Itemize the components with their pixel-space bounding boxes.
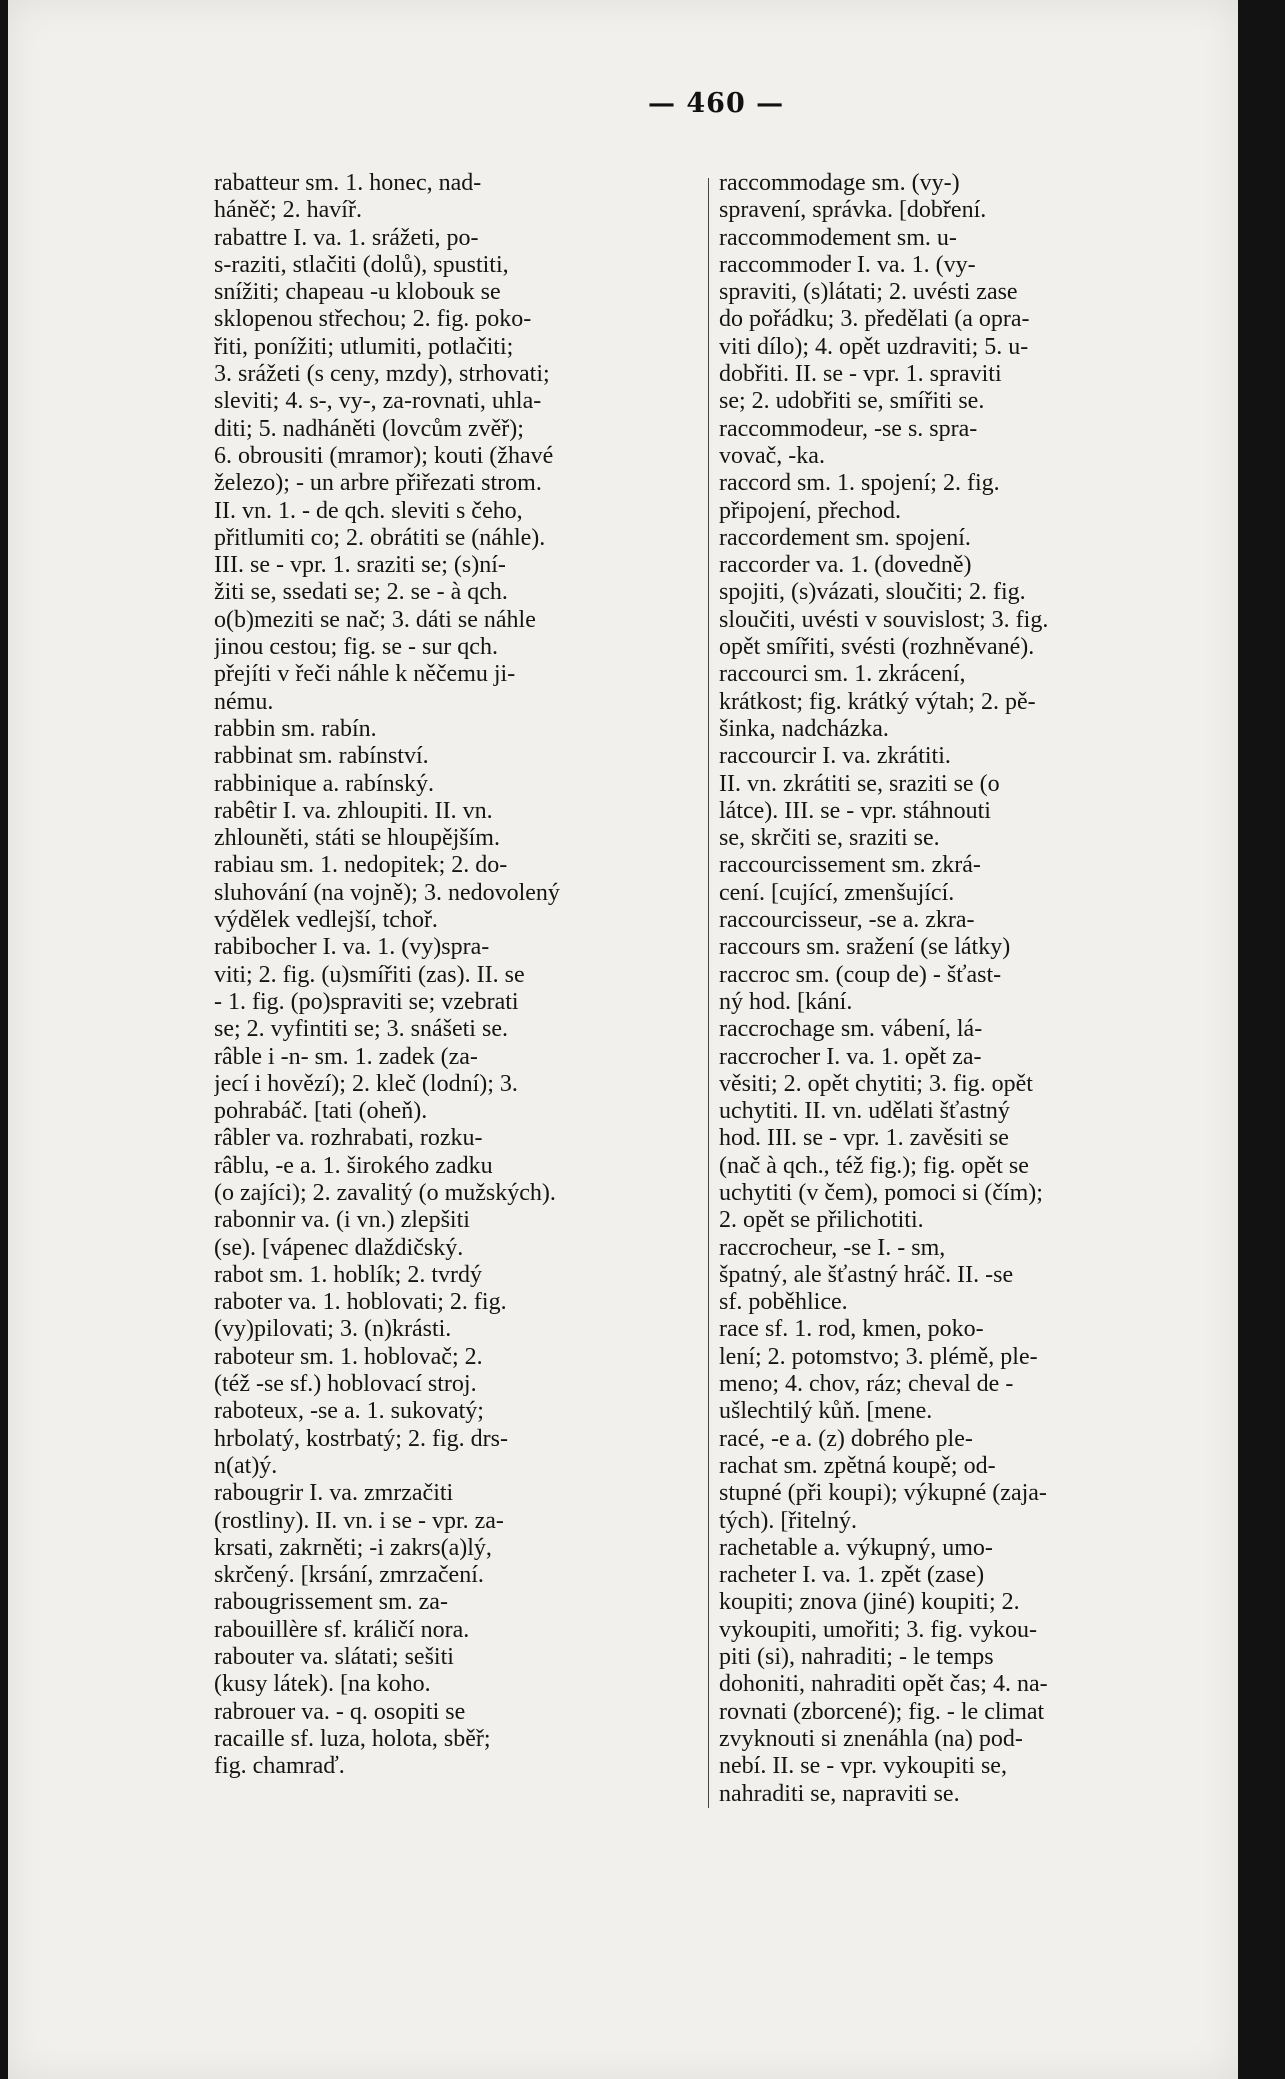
text-line: vovač, -ka. (719, 442, 825, 469)
text-line: racheter I. va. 1. zpět (zase) (719, 1562, 985, 1589)
text-line: ušlechtilý kůň. [mene. (719, 1398, 933, 1425)
text-line: (též -se sf.) hoblovací stroj. (214, 1371, 477, 1398)
text-line: ný hod. [kání. (719, 988, 853, 1015)
text-line: nahraditi se, napraviti se. (719, 1780, 960, 1807)
text-line: hrbolatý, kostrbatý; 2. fig. drs- (214, 1425, 508, 1452)
text-line: rovnati (zborcené); fig. - le climat (719, 1698, 1045, 1725)
text-line: se; 2. vyfintiti se; 3. snášeti se. (214, 1016, 508, 1043)
column-divider (708, 178, 709, 1808)
text-line: cení. [cující, zmenšující. (719, 879, 955, 906)
text-line: rabougrissement sm. za- (214, 1589, 448, 1616)
text-line: železo); - un arbre přiřezati strom. (214, 470, 542, 497)
text-line: uchytiti (v čem), pomoci si (čím); (719, 1179, 1043, 1206)
text-line: jinou cestou; fig. se - sur qch. (214, 634, 498, 661)
text-line: n(at)ý. (214, 1452, 278, 1479)
text-line: diti; 5. nadháněti (lovcům zvěř); (214, 415, 524, 442)
text-line: stupné (při koupi); výkupné (zaja- (719, 1480, 1047, 1507)
dictionary-page (8, 0, 1238, 2079)
text-line: špatný, ale šťastný hráč. II. -se (719, 1261, 1014, 1288)
text-line: sklopenou střechou; 2. fig. poko- (214, 306, 532, 333)
text-line: raccourcir I. va. zkrátiti. (719, 743, 951, 770)
text-line: výdělek vedlejší, tchoř. (214, 907, 438, 934)
text-line: raccommodement sm. u- (719, 224, 957, 251)
text-line: tých). [řitelný. (719, 1507, 857, 1534)
text-line: spraviti, (s)látati; 2. uvésti zase (719, 279, 1018, 306)
text-line: látce). III. se - vpr. stáhnouti (719, 797, 991, 824)
text-line: (vy)pilovati; 3. (n)krásti. (214, 1316, 452, 1343)
text-line: sleviti; 4. s-, vy-, za-rovnati, uhla- (214, 388, 542, 415)
text-line: raccrochage sm. vábení, lá- (719, 1016, 983, 1043)
text-line: spojiti, (s)vázati, sloučiti; 2. fig. (719, 579, 1026, 606)
text-line: raccordement sm. spojení. (719, 524, 971, 551)
text-line: sf. poběhlice. (719, 1289, 848, 1316)
text-line: racé, -e a. (z) dobrého ple- (719, 1425, 973, 1452)
text-line: II. vn. zkrátiti se, sraziti se (o (719, 770, 1000, 797)
text-line: řiti, ponížiti; utlumiti, potlačiti; (214, 333, 514, 360)
text-line: dobřiti. II. se - vpr. 1. spraviti (719, 361, 1002, 388)
text-line: meno; 4. chov, ráz; cheval de - (719, 1371, 1014, 1398)
text-line: raboteux, -se a. 1. sukovatý; (214, 1398, 484, 1425)
text-line: nebí. II. se - vpr. vykoupiti se, (719, 1753, 1007, 1780)
text-line: (kusy látek). [na koho. (214, 1671, 431, 1698)
text-line: raccommoder I. va. 1. (vy- (719, 251, 976, 278)
text-line: s-raziti, stlačiti (dolů), spustiti, (214, 251, 509, 278)
text-line: rabonnir va. (i vn.) zlepšiti (214, 1207, 470, 1234)
text-line: koupiti; znova (jiné) koupiti; 2. (719, 1589, 1020, 1616)
text-line: věsiti; 2. opět chytiti; 3. fig. opět (719, 1070, 1033, 1097)
text-line: krsati, zakrněti; -i zakrs(a)lý, (214, 1534, 492, 1561)
text-line: (se). [vápenec dlaždičský. (214, 1234, 464, 1261)
text-line: raccord sm. 1. spojení; 2. fig. (719, 470, 1000, 497)
text-line: raccrocheur, -se I. - sm, (719, 1234, 946, 1261)
text-line: žiti se, ssedati se; 2. se - à qch. (214, 579, 508, 606)
text-line: se, skrčiti se, sraziti se. (719, 825, 940, 852)
text-line: raccommodeur, -se s. spra- (719, 415, 978, 442)
text-line: vykoupiti, umořiti; 3. fig. vykou- (719, 1616, 1037, 1643)
text-line: nému. (214, 688, 274, 715)
text-line: râblu, -e a. 1. širokého zadku (214, 1152, 493, 1179)
text-line: 6. obrousiti (mramor); kouti (žhavé (214, 442, 554, 469)
text-line: III. se - vpr. 1. sraziti se; (s)ní- (214, 552, 506, 579)
text-line: hod. III. se - vpr. 1. zavěsiti se (719, 1125, 1009, 1152)
text-line: opět smířiti, svésti (rozhněvané). (719, 634, 1035, 661)
text-line: háněč; 2. havíř. (214, 197, 362, 224)
text-line: do pořádku; 3. předělati (a opra- (719, 306, 1030, 333)
text-line: skrčený. [krsání, zmrzačení. (214, 1562, 484, 1589)
text-line: raccroc sm. (coup de) - šťast- (719, 961, 1002, 988)
text-line: rabot sm. 1. hoblík; 2. tvrdý (214, 1261, 482, 1288)
text-line: racaille sf. luza, holota, sběř; (214, 1725, 491, 1752)
text-line: rabatteur sm. 1. honec, nad- (214, 170, 482, 196)
right-column (719, 170, 1199, 1808)
text-line: rabbinique a. rabínský. (214, 770, 434, 797)
text-line: raccrocher I. va. 1. opět za- (719, 1043, 982, 1070)
text-line: přitlumiti co; 2. obrátiti se (náhle). (214, 524, 546, 551)
text-line: râbler va. rozhrabati, rozku- (214, 1125, 483, 1152)
left-column (214, 170, 684, 1781)
text-line: se; 2. udobřiti se, smířiti se. (719, 388, 985, 415)
text-line: rabbin sm. rabín. (214, 715, 377, 742)
text-line: raccours sm. sražení (se látky) (719, 934, 1011, 961)
text-line: rabibocher I. va. 1. (vy)spra- (214, 934, 490, 961)
text-line: zvyknouti si znenáhla (na) pod- (719, 1725, 1023, 1752)
text-line: 2. opět se přilichotiti. (719, 1207, 924, 1234)
text-line: 3. srážeti (s ceny, mzdy), strhovati; (214, 361, 550, 388)
text-line: raboteur sm. 1. hoblovač; 2. (214, 1343, 483, 1370)
text-line: zhlouněti, státi se hloupějším. (214, 825, 500, 852)
text-line: - 1. fig. (po)spraviti se; vzebrati (214, 988, 519, 1015)
text-line: rabouter va. slátati; sešiti (214, 1644, 454, 1671)
text-line: rabougrir I. va. zmrzačiti (214, 1480, 454, 1507)
text-line: krátkost; fig. krátký výtah; 2. pě- (719, 688, 1036, 715)
text-line: II. vn. 1. - de qch. sleviti s čeho, (214, 497, 523, 524)
text-line: raccorder va. 1. (dovedně) (719, 552, 972, 579)
text-line: raccommodage sm. (vy-) (719, 170, 960, 196)
text-line: rabbinat sm. rabínství. (214, 743, 429, 770)
text-line: race sf. 1. rod, kmen, poko- (719, 1316, 984, 1343)
text-line: přejíti v řeči náhle k něčemu ji- (214, 661, 516, 688)
text-line: spravení, správka. [dobření. (719, 197, 987, 224)
text-line: dohoniti, nahraditi opět čas; 4. na- (719, 1671, 1048, 1698)
text-line: šinka, nadcházka. (719, 715, 889, 742)
text-line: viti; 2. fig. (u)smířiti (zas). II. se (214, 961, 525, 988)
text-line: lení; 2. potomstvo; 3. plémě, ple- (719, 1343, 1038, 1370)
text-line: pohrabáč. [tati (oheň). (214, 1098, 428, 1125)
text-line: rabêtir I. va. zhloupiti. II. vn. (214, 797, 493, 824)
page-number: — 460 — (648, 88, 785, 119)
text-line: sloučiti, uvésti v souvislost; 3. fig. (719, 606, 1049, 633)
text-line: raboter va. 1. hoblovati; 2. fig. (214, 1289, 507, 1316)
text-line: uchytiti. II. vn. udělati šťastný (719, 1098, 1010, 1125)
text-line: připojení, přechod. (719, 497, 901, 524)
text-line: râble i -n- sm. 1. zadek (za- (214, 1043, 478, 1070)
text-line: rabattre I. va. 1. srážeti, po- (214, 224, 479, 251)
text-line: viti dílo); 4. opět uzdraviti; 5. u- (719, 333, 1029, 360)
text-line: piti (si), nahraditi; - le temps (719, 1644, 994, 1671)
text-line: rachetable a. výkupný, umo- (719, 1534, 993, 1561)
text-line: fig. chamraď. (214, 1753, 345, 1780)
text-line: sluhování (na vojně); 3. nedovolený (214, 879, 560, 906)
text-line: raccourcissement sm. zkrá- (719, 852, 981, 879)
text-line: rabiau sm. 1. nedopitek; 2. do- (214, 852, 508, 879)
text-line: (o zajíci); 2. zavalitý (o mužských). (214, 1179, 556, 1206)
text-line: jecí i hovězí); 2. kleč (lodní); 3. (214, 1070, 518, 1097)
text-line: raccourcisseur, -se a. zkra- (719, 907, 975, 934)
text-line: rabrouer va. - q. osopiti se (214, 1698, 466, 1725)
text-line: o(b)meziti se nač; 3. dáti se náhle (214, 606, 536, 633)
text-line: raccourci sm. 1. zkrácení, (719, 661, 966, 688)
text-line: rabouillère sf. králičí nora. (214, 1616, 470, 1643)
text-line: snížiti; chapeau -u klobouk se (214, 279, 501, 306)
text-line: (rostliny). II. vn. i se - vpr. za- (214, 1507, 504, 1534)
text-line: (nač à qch., též fig.); fig. opět se (719, 1152, 1029, 1179)
text-line: rachat sm. zpětná koupě; od- (719, 1452, 996, 1479)
